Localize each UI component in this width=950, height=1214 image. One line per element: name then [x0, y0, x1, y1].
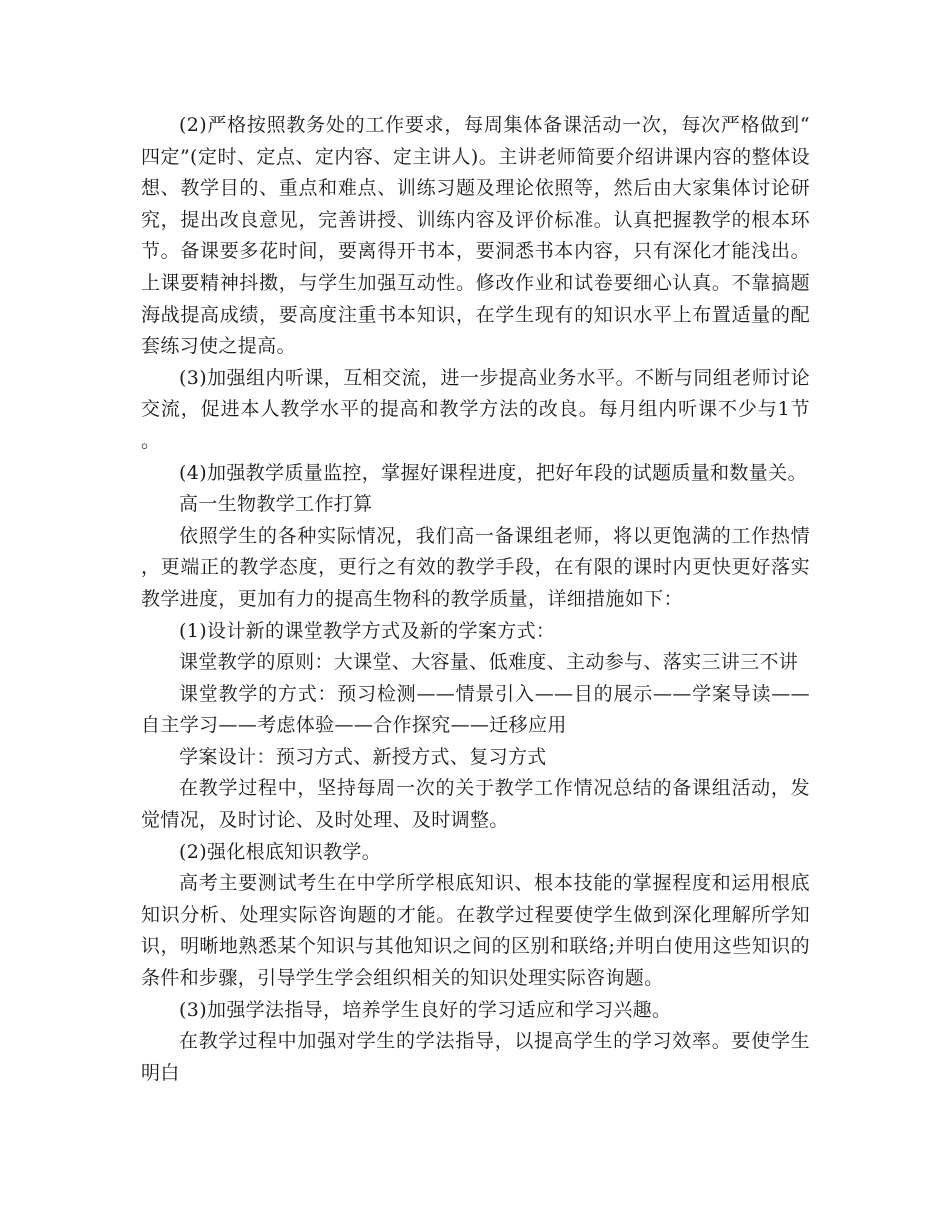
paragraph-peer-observation: (3)加强组内听课，互相交流，进一步提高业务水平。不断与同组老师讨论交流，促进本人教学水平的提高和教学方法的改良。每月组内听课不少与1节。 [141, 366, 810, 452]
paragraph-weekly-activity: 在教学过程中，坚持每周一次的关于教学工作情况总结的备课组活动，发觉情况，及时讨论、及时处理、及时调整。 [141, 777, 810, 832]
section-heading-biology-plan: 高一生物教学工作打算 [179, 493, 373, 516]
paragraph-learning-plan-design: 学案设计：预习方式、新授方式、复习方式 [179, 745, 547, 768]
paragraph-exam-focus: 高考主要测试考生在中学所学根底知识、根本技能的掌握程度和运用根底知识分析、处理实际咨询题的才能。在教学过程要使学生做到深化理解所学知识，明晰地熟悉某个知识与其他知识之间的区别和联络;并明白使用这些知识的条件和步骤，引导学生学会组织相关的知识处理实际咨询题。 [141, 872, 810, 990]
paragraph-basic-knowledge: (2)强化根底知识教学。 [179, 840, 382, 863]
paragraph-collective-lesson-prep: (2)严格按照教务处的工作要求，每周集体备课活动一次，每次严格做到“四定”(定时、定点、定内容、定主讲人)。主讲老师简要介绍讲课内容的整体设想、教学目的、重点和难点、训练习题及理论依照等，然后由大家集体讨论研究，提出改良意见，完善讲授、训练内容及评价标准。认真把握教学的根本环节。备课要多花时间，要离得开书本，要洞悉书本内容，只有深化才能浅出。上课要精神抖擞，与学生加强互动性。修改作业和试卷要细心认真。不靠搞题海战提高成绩，要高度注重书本知识，在学生现有的知识水平上布置适量的配套练习使之提高。 [141, 114, 810, 358]
paragraph-quality-monitoring: (4)加强教学质量监控，掌握好课程进度，把好年段的试题质量和数量关。 [179, 461, 807, 484]
paragraph-study-method-guidance: (3)加强学法指导，培养学生良好的学习适应和学习兴趣。 [179, 998, 672, 1021]
paragraph-teaching-flow: 课堂教学的方式：预习检测——情景引入——目的展示——学案导读——自主学习——考虑体验——合作探究——迁移应用 [141, 682, 810, 737]
paragraph-plan-intro: 依照学生的各种实际情况，我们高一备课组老师，将以更饱满的工作热情，更端正的教学态度，更行之有效的教学手段，在有限的课时内更快更好落实教学进度，更加有力的提高生物科的教学质量，详细措施如下： [141, 524, 810, 610]
paragraph-new-teaching-mode: (1)设计新的课堂教学方式及新的学案方式： [179, 619, 556, 642]
paragraph-study-efficiency: 在教学过程中加强对学生的学法指导，以提高学生的学习效率。要使学生明白 [141, 1030, 810, 1084]
paragraph-teaching-principles: 课堂教学的原则：大课堂、大容量、低难度、主动参与、落实三讲三不讲 [179, 651, 799, 674]
